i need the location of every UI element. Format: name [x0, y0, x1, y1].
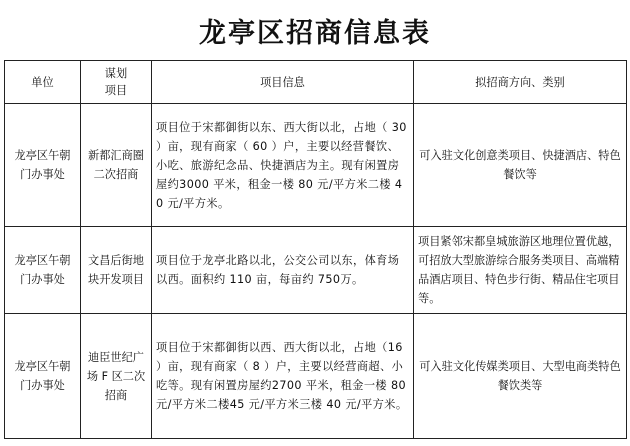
- cell-unit: 龙亭区午朝门办事处: [5, 227, 81, 314]
- cell-direction: 项目紧邻宋都皇城旅游区地理位置优越，可招放大型旅游综合服务类项目、高端精品酒店项目、特色步行街、精品住宅项目等。: [414, 227, 627, 314]
- page-title: 龙亭区招商信息表: [199, 17, 431, 49]
- header-project: 谋划 项目: [81, 61, 152, 104]
- cell-project: 新都汇商圈二次招商: [81, 104, 152, 227]
- cell-info: 项目位于龙亭北路以北，公交公司以东，体育场以西。面积约 110 亩，每亩约 750万。: [152, 227, 414, 314]
- header-info: 项目信息: [152, 61, 414, 104]
- cell-project: 迪臣世纪广场 F 区二次招商: [81, 314, 152, 439]
- cell-info: 项目位于宋都御街以东、西大街以北，占地（ 30 ）亩，现有商家（ 60 ）户，主要以经营餐饮、小吃、旅游纪念品、快捷酒店为主。现有闲置房屋约3000 平米，租金一楼 80 元/平方米二楼 40 元/平方米。: [152, 104, 414, 227]
- cell-info: 项目位于宋都御街以西、西大街以北，占地（16 ）亩，现有商家（ 8 ）户，主要以经营商超、小吃等。现有闲置房屋约2700 平米，租金一楼 80 元/平方米二楼45 元/平方米三楼 40 元/平方米。: [152, 314, 414, 439]
- cell-project: 文昌后街地块开发项目: [81, 227, 152, 314]
- cell-direction: 可入驻文化传媒类项目、大型电商类特色餐饮类等: [414, 314, 627, 439]
- cell-unit: 龙亭区午朝门办事处: [5, 314, 81, 439]
- table-row: [5, 104, 627, 227]
- header-unit: 单位: [5, 61, 81, 104]
- cell-unit: 龙亭区午朝门办事处: [5, 104, 81, 227]
- cell-direction: 可入驻文化创意类项目、快捷酒店、特色餐饮等: [414, 104, 627, 227]
- investment-table: [4, 60, 627, 439]
- table-row: [5, 314, 627, 439]
- header-direction: 拟招商方向、类别: [414, 61, 627, 104]
- table-row: [5, 227, 627, 314]
- table-header-row: [5, 61, 627, 104]
